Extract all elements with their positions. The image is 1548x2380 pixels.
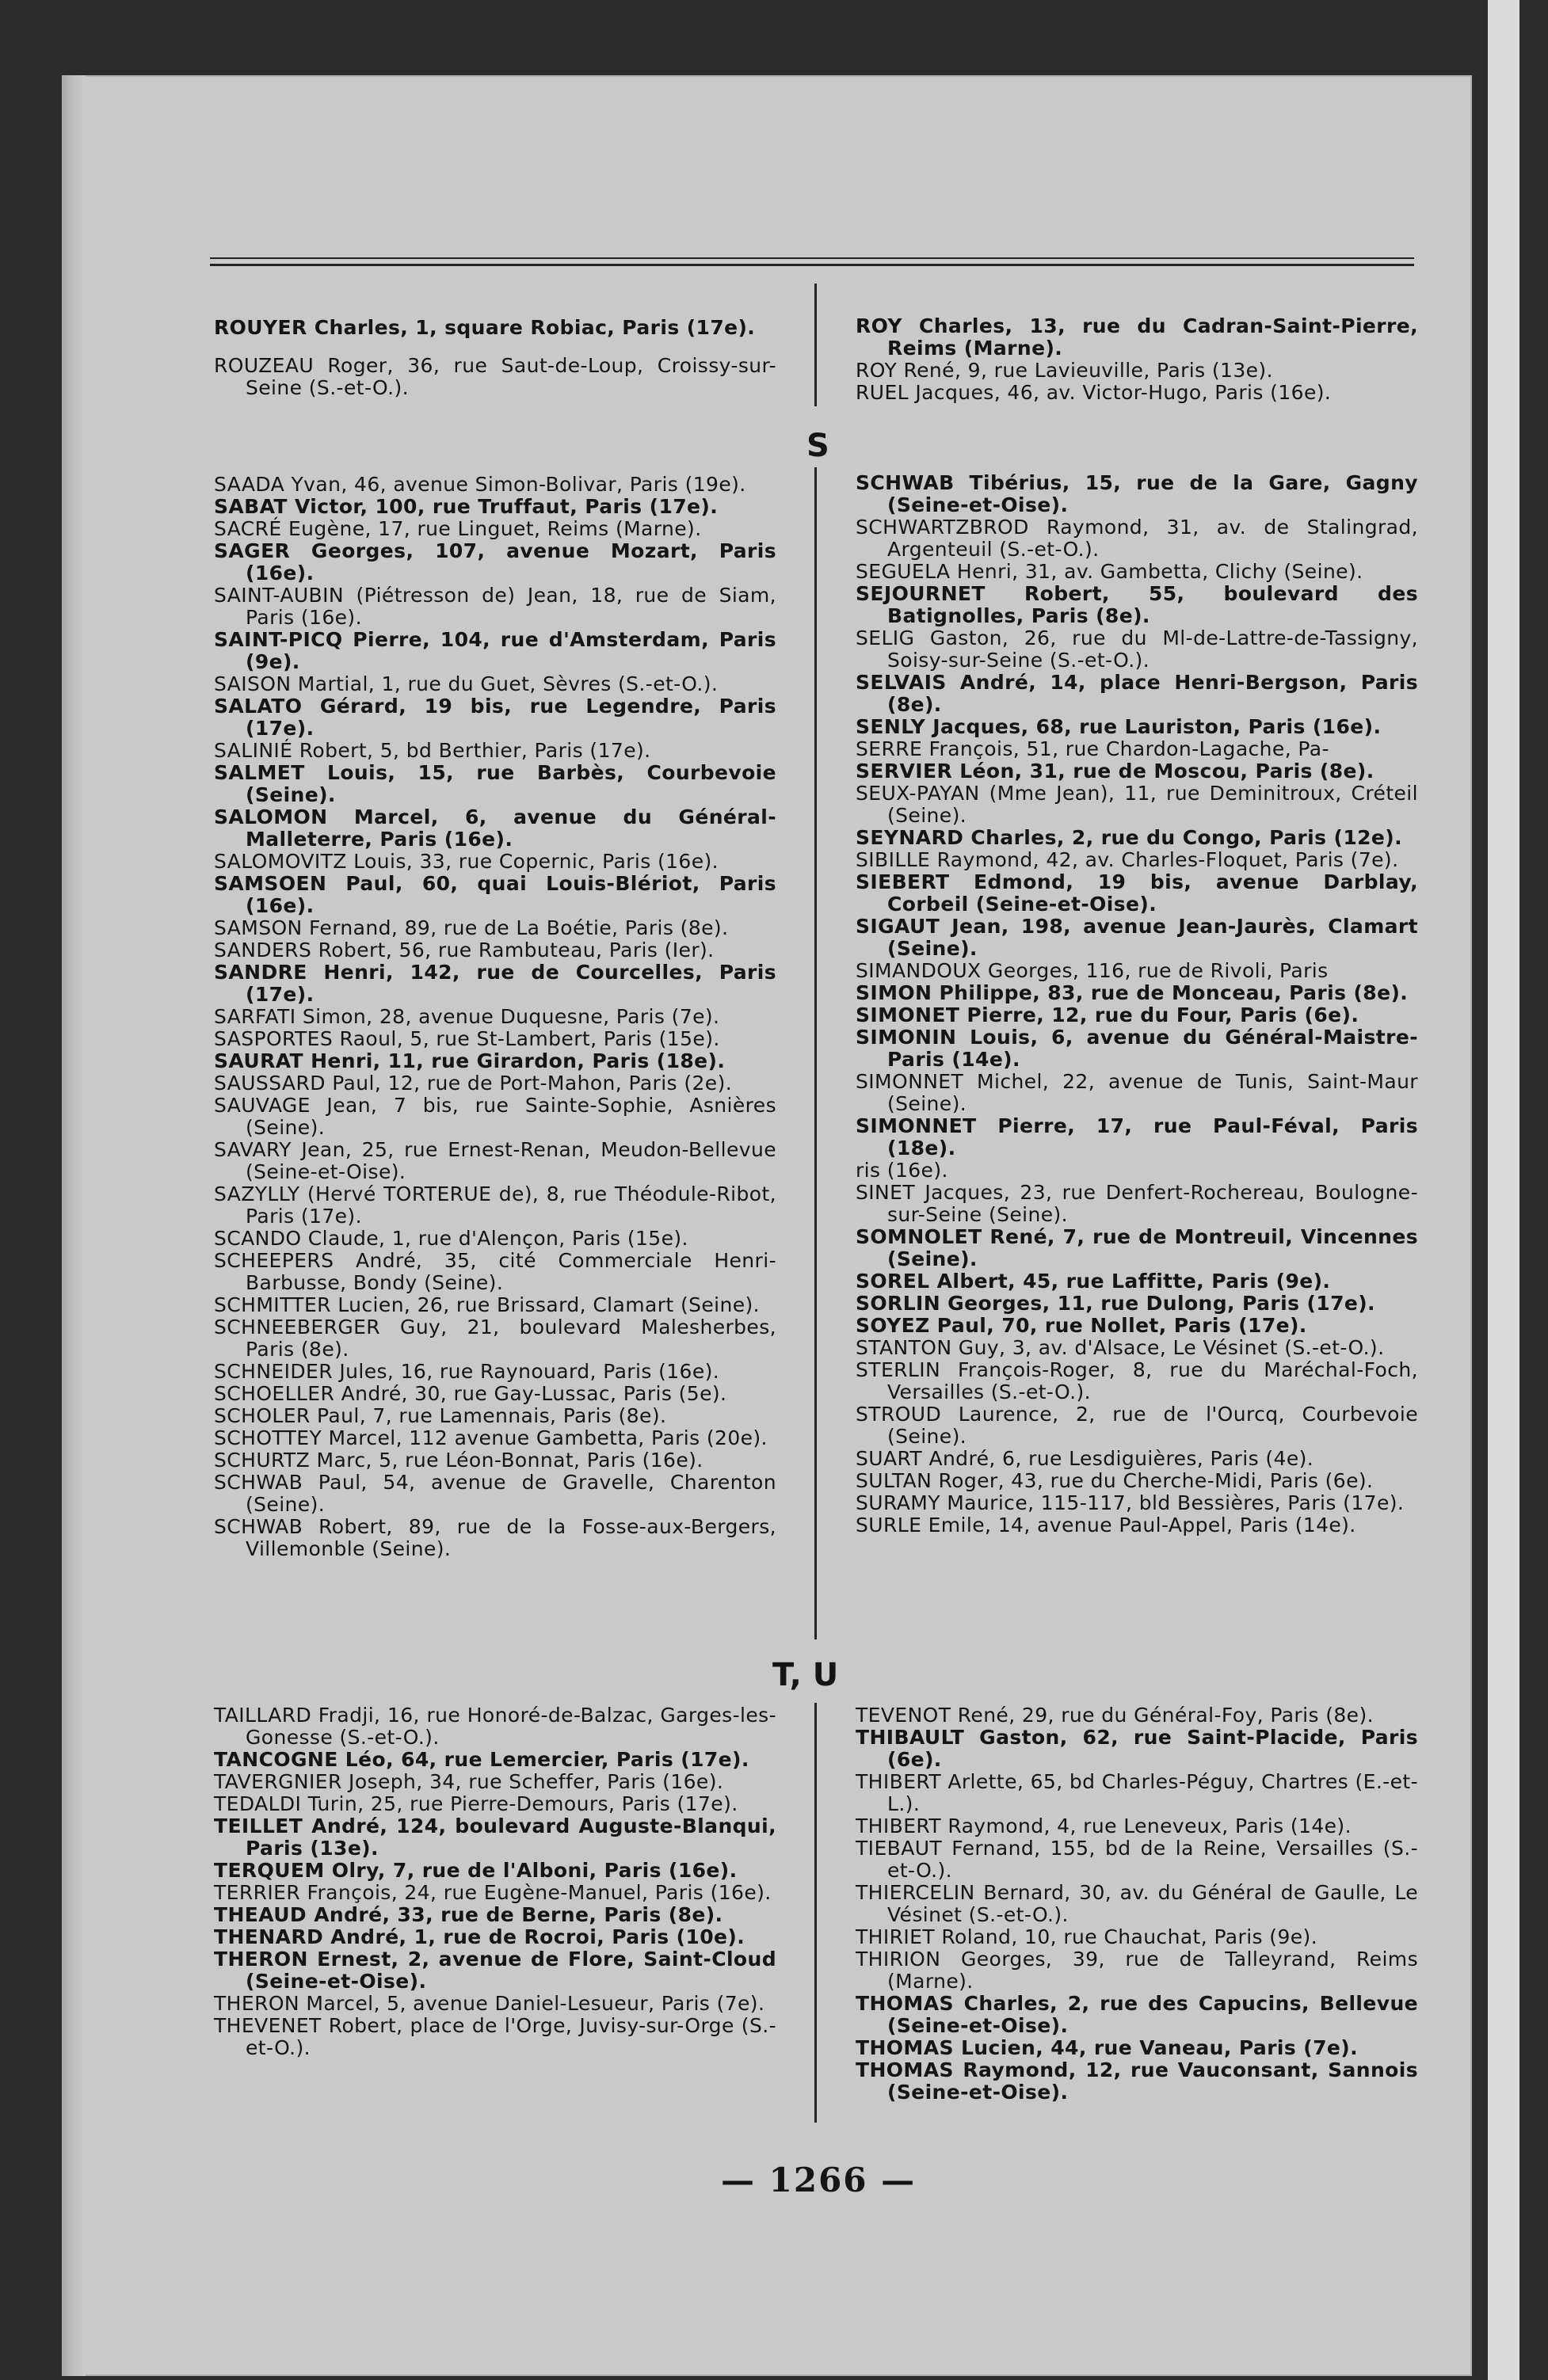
directory-entry: SASPORTES Raoul, 5, rue St-Lambert, Paris (15e). [214, 1027, 720, 1050]
directory-entry: SCHWARTZBROD Raymond, 31, av. de Stalingrad, Argenteuil (S.-et-O.). [856, 516, 1418, 561]
directory-entry: ROUZEAU Roger, 36, rue Saut-de-Loup, Croissy-sur-Seine (S.-et-O.). [214, 354, 776, 399]
directory-entry: THIBAULT Gaston, 62, rue Saint-Placide, Paris (6e). [856, 1726, 1418, 1771]
directory-entry: SCHWAB Paul, 54, avenue de Gravelle, Charenton (Seine). [214, 1471, 776, 1516]
tu-left-column [214, 1704, 776, 2059]
directory-entry: ROY Charles, 13, rue du Cadran-Saint-Pierre, Reims (Marne). [856, 314, 1418, 360]
directory-entry: SARFATI Simon, 28, avenue Duquesne, Paris (7e). [214, 1005, 720, 1028]
directory-entry: SCHURTZ Marc, 5, rue Léon-Bonnat, Paris (16e). [214, 1449, 703, 1472]
directory-entry: SOREL Albert, 45, rue Laffitte, Paris (9e). [856, 1270, 1331, 1293]
directory-entry: THENARD André, 1, rue de Rocroi, Paris (10e). [214, 1925, 745, 1948]
directory-entry: SAUSSARD Paul, 12, rue de Port-Mahon, Paris (2e). [214, 1072, 733, 1095]
directory-entry: SACRÉ Eugène, 17, rue Linguet, Reims (Marne). [214, 517, 702, 540]
directory-entry: SALATO Gérard, 19 bis, rue Legendre, Paris (17e). [214, 695, 776, 740]
directory-entry: SELIG Gaston, 26, rue du Ml-de-Lattre-de-Tassigny, Soisy-sur-Seine (S.-et-O.). [856, 626, 1418, 672]
directory-entry: SANDRE Henri, 142, rue de Courcelles, Paris (17e). [214, 961, 776, 1006]
directory-entry: STANTON Guy, 3, av. d'Alsace, Le Vésinet (S.-et-O.). [856, 1336, 1385, 1359]
directory-entry: SURLE Emile, 14, avenue Paul-Appel, Paris (14e). [856, 1514, 1356, 1537]
directory-entry: SAVARY Jean, 25, rue Ernest-Renan, Meudon-Bellevue (Seine-et-Oise). [214, 1138, 776, 1183]
directory-entry: SEYNARD Charles, 2, rue du Congo, Paris (12e). [856, 826, 1402, 849]
directory-entry: TEDALDI Turin, 25, rue Pierre-Demours, Paris (17e). [214, 1792, 738, 1815]
directory-entry: SELVAIS André, 14, place Henri-Bergson, Paris (8e). [856, 671, 1418, 716]
directory-entry: SCHOELLER André, 30, rue Gay-Lussac, Paris (5e). [214, 1382, 727, 1405]
directory-entry: SABAT Victor, 100, rue Truffaut, Paris (17e). [214, 495, 719, 518]
directory-entry: TEVENOT René, 29, rue du Général-Foy, Paris (8e). [856, 1704, 1374, 1727]
directory-entry: SIEBERT Edmond, 19 bis, avenue Darblay, Corbeil (Seine-et-Oise). [856, 870, 1418, 916]
directory-entry: THOMAS Charles, 2, rue des Capucins, Bellevue (Seine-et-Oise). [856, 1992, 1418, 2037]
directory-entry: STROUD Laurence, 2, rue de l'Ourcq, Courbevoie (Seine). [856, 1403, 1418, 1448]
directory-entry: SAGER Georges, 107, avenue Mozart, Paris (16e). [214, 539, 776, 585]
directory-entry: SAINT-PICQ Pierre, 104, rue d'Amsterdam, Paris (9e). [214, 628, 776, 673]
directory-entry: SIMON Philippe, 83, rue de Monceau, Paris (8e). [856, 981, 1409, 1004]
directory-entry: THEAUD André, 33, rue de Berne, Paris (8e). [214, 1903, 723, 1926]
s-right-column [856, 472, 1418, 1537]
directory-entry: THERON Ernest, 2, avenue de Flore, Saint-Cloud (Seine-et-Oise). [214, 1948, 776, 1993]
adjacent-page-strip [1488, 0, 1519, 2380]
directory-entry: SIMONNET Michel, 22, avenue de Tunis, Saint-Maur (Seine). [856, 1070, 1418, 1115]
directory-entry: TIEBAUT Fernand, 155, bd de la Reine, Versailles (S.-et-O.). [856, 1837, 1418, 1882]
directory-entry: ROUYER Charles, 1, square Robiac, Paris (17e). [214, 316, 756, 339]
directory-entry: SCHOLER Paul, 7, rue Lamennais, Paris (8e). [214, 1404, 667, 1427]
directory-entry: SERRE François, 51, rue Chardon-Lagache, Pa- [856, 737, 1329, 760]
directory-entry: THIBERT Raymond, 4, rue Leneveux, Paris (14e). [856, 1815, 1352, 1837]
directory-entry: THIERCELIN Bernard, 30, av. du Général de Gaulle, Le Vésinet (S.-et-O.). [856, 1881, 1418, 1926]
page-edge [62, 75, 86, 2376]
directory-entry: ROY René, 9, rue Lavieuville, Paris (13e). [856, 359, 1273, 382]
directory-entry: SALOMOVITZ Louis, 33, rue Copernic, Paris (16e). [214, 850, 719, 873]
directory-entry: THIRIET Roland, 10, rue Chauchat, Paris (9e). [856, 1925, 1318, 1948]
directory-entry: SENLY Jacques, 68, rue Lauriston, Paris (16e). [856, 715, 1382, 738]
column-divider-s [814, 467, 817, 1639]
directory-entry: SIBILLE Raymond, 42, av. Charles-Floquet, Paris (7e). [856, 848, 1399, 871]
r-right-column [856, 315, 1418, 404]
directory-entry: SAMSOEN Paul, 60, quai Louis-Blériot, Paris (16e). [214, 872, 776, 917]
directory-entry: THOMAS Lucien, 44, rue Vaneau, Paris (7e). [856, 2036, 1358, 2059]
directory-entry: SAADA Yvan, 46, avenue Simon-Bolivar, Paris (19e). [214, 473, 746, 496]
directory-entry: SCHMITTER Lucien, 26, rue Brissard, Clamart (Seine). [214, 1293, 761, 1316]
directory-entry: SCHOTTEY Marcel, 112 avenue Gambetta, Paris (20e). [214, 1426, 768, 1449]
top-rule-thick [210, 264, 1414, 266]
directory-entry: SAURAT Henri, 11, rue Girardon, Paris (18e). [214, 1049, 726, 1072]
directory-entry: SERVIER Léon, 31, rue de Moscou, Paris (8e). [856, 760, 1375, 783]
section-heading-s: S [806, 428, 829, 464]
directory-entry: SALMET Louis, 15, rue Barbès, Courbevoie (Seine). [214, 761, 776, 806]
directory-entry: RUEL Jacques, 46, av. Victor-Hugo, Paris (16e). [856, 381, 1332, 404]
directory-entry: TAILLARD Fradji, 16, rue Honoré-de-Balzac, Garges-les-Gonesse (S.-et-O.). [214, 1704, 776, 1749]
directory-entry: SAISON Martial, 1, rue du Guet, Sèvres (S.-et-O.). [214, 672, 719, 695]
column-divider-tu [814, 1703, 817, 2123]
directory-entry: SIMONET Pierre, 12, rue du Four, Paris (6e). [856, 1003, 1359, 1026]
top-rule [210, 257, 1414, 259]
directory-entry: SOMNOLET René, 7, rue de Montreuil, Vincennes (Seine). [856, 1225, 1418, 1270]
directory-entry: THEVENET Robert, place de l'Orge, Juvisy-sur-Orge (S.-et-O.). [214, 2014, 776, 2059]
tu-right-column [856, 1704, 1418, 2104]
directory-entry: SCHWAB Tibérius, 15, rue de la Gare, Gagny (Seine-et-Oise). [856, 471, 1418, 516]
directory-entry: SUART André, 6, rue Lesdiguières, Paris (4e). [856, 1447, 1314, 1470]
directory-entry: SAZYLLY (Hervé TORTERUE de), 8, rue Théodule-Ribot, Paris (17e). [214, 1182, 776, 1228]
directory-entry: THIRION Georges, 39, rue de Talleyrand, Reims (Marne). [856, 1948, 1418, 1993]
directory-entry: ris (16e). [856, 1159, 948, 1182]
directory-entry: SAINT-AUBIN (Piétresson de) Jean, 18, rue de Siam, Paris (16e). [214, 584, 776, 629]
directory-entry: SALINIÉ Robert, 5, bd Berthier, Paris (17e). [214, 739, 651, 762]
directory-entry: TERRIER François, 24, rue Eugène-Manuel, Paris (16e). [214, 1881, 772, 1904]
directory-entry: SOYEZ Paul, 70, rue Nollet, Paris (17e). [856, 1314, 1307, 1337]
directory-entry: SURAMY Maurice, 115-117, bld Bessières, Paris (17e). [856, 1491, 1405, 1514]
directory-entry: SEJOURNET Robert, 55, boulevard des Batignolles, Paris (8e). [856, 582, 1418, 627]
directory-entry: TEILLET André, 124, boulevard Auguste-Blanqui, Paris (13e). [214, 1815, 776, 1860]
directory-entry: TAVERGNIER Joseph, 34, rue Scheffer, Paris (16e). [214, 1770, 724, 1793]
directory-entry: SIMONIN Louis, 6, avenue du Général-Maistre-Paris (14e). [856, 1026, 1418, 1071]
directory-entry: TANCOGNE Léo, 64, rue Lemercier, Paris (17e). [214, 1748, 749, 1771]
directory-entry: SCHNEEBERGER Guy, 21, boulevard Malesherbes, Paris (8e). [214, 1316, 776, 1361]
directory-entry: THOMAS Raymond, 12, rue Vauconsant, Sannois (Seine-et-Oise). [856, 2058, 1418, 2104]
s-left-column [214, 474, 776, 1560]
directory-entry: THERON Marcel, 5, avenue Daniel-Lesueur, Paris (7e). [214, 1992, 765, 2015]
directory-entry: SAMSON Fernand, 89, rue de La Boétie, Paris (8e). [214, 916, 729, 939]
directory-entry: SIMANDOUX Georges, 116, rue de Rivoli, Paris [856, 959, 1329, 982]
directory-entry: THIBERT Arlette, 65, bd Charles-Péguy, Chartres (E.-et-L.). [856, 1770, 1418, 1815]
directory-entry: SINET Jacques, 23, rue Denfert-Rochereau, Boulogne-sur-Seine (Seine). [856, 1181, 1418, 1226]
directory-entry: SCHNEIDER Jules, 16, rue Raynouard, Paris (16e). [214, 1360, 720, 1383]
directory-entry: SIGAUT Jean, 198, avenue Jean-Jaurès, Clamart (Seine). [856, 915, 1418, 960]
directory-entry: SULTAN Roger, 43, rue du Cherche-Midi, Paris (6e). [856, 1469, 1374, 1492]
directory-entry: SAUVAGE Jean, 7 bis, rue Sainte-Sophie, Asnières (Seine). [214, 1094, 776, 1139]
directory-entry: SANDERS Robert, 56, rue Rambuteau, Paris (Ier). [214, 939, 715, 962]
directory-entry: STERLIN François-Roger, 8, rue du Maréchal-Foch, Versailles (S.-et-O.). [856, 1358, 1418, 1403]
column-divider-r [814, 284, 817, 406]
page-number: — 1266 — [721, 2161, 917, 2199]
r-left-column [214, 317, 776, 399]
section-heading-tu: T, U [772, 1657, 839, 1693]
directory-entry: SCANDO Claude, 1, rue d'Alençon, Paris (15e). [214, 1227, 688, 1250]
directory-entry: SIMONNET Pierre, 17, rue Paul-Féval, Paris (18e). [856, 1114, 1418, 1160]
directory-entry: SORLIN Georges, 11, rue Dulong, Paris (17e). [856, 1292, 1375, 1315]
directory-entry: SEGUELA Henri, 31, av. Gambetta, Clichy (Seine). [856, 560, 1363, 583]
directory-entry: SCHWAB Robert, 89, rue de la Fosse-aux-Bergers, Villemonble (Seine). [214, 1515, 776, 1560]
directory-entry: TERQUEM Olry, 7, rue de l'Alboni, Paris (16e). [214, 1859, 738, 1882]
directory-entry: SEUX-PAYAN (Mme Jean), 11, rue Deminitroux, Créteil (Seine). [856, 782, 1418, 827]
directory-entry: SALOMON Marcel, 6, avenue du Général-Malleterre, Paris (16e). [214, 805, 776, 851]
directory-entry: SCHEEPERS André, 35, cité Commerciale Henri-Barbusse, Bondy (Seine). [214, 1249, 776, 1294]
